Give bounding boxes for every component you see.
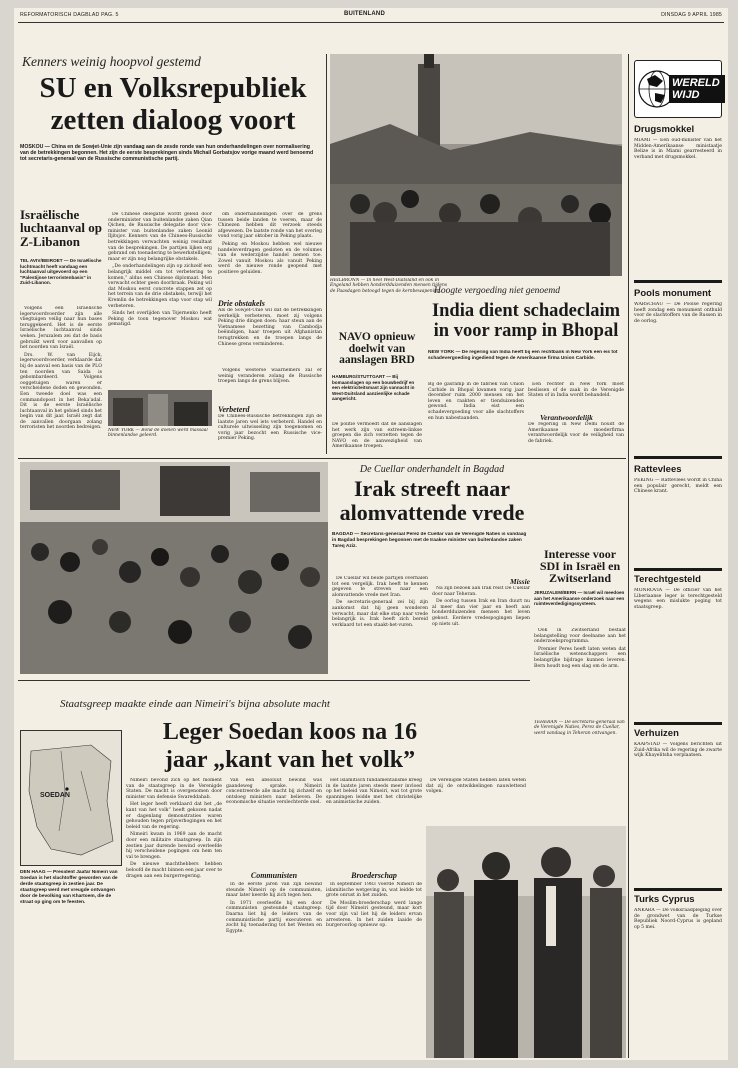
sidebar-divider bbox=[634, 722, 722, 725]
sidebar-item-body: MIAMI — Een oud-minister van het Midden-Amerikaanse ministaatje Belize is in Miami gearresteerd in verband met drugsmokkel. bbox=[634, 138, 722, 160]
sdi-photo-caption: TEHERAN — De secretaris-generaal van de Verenigde Naties, Perez de Cuellar, werd vandaag in Teheran ontvangen. bbox=[534, 720, 625, 736]
sidebar-item-body: MONROVIA — De officier van het Liberiaanse leger is terechtgesteld wegens een mislukte poging tot staatsgreep. bbox=[634, 588, 722, 610]
irak-lead: BAGDAD — Secretaris-generaal Perez de Cuellar van de Verenigde Naties is vandaag in Bagdad besprekingen begonnen met de Iraakse minister van buitenlandse zaken Tareq Aziz. bbox=[332, 532, 527, 549]
crowd-photo-icon bbox=[108, 390, 212, 426]
wereld-wijd-logo bbox=[634, 60, 722, 118]
sidebar-item-title: Verhuizen bbox=[634, 728, 679, 739]
sovjet-photo bbox=[108, 390, 212, 426]
sidebar-divider bbox=[634, 568, 722, 571]
sidebar-item-title: Turks Cyprus bbox=[634, 894, 695, 905]
map-label: SOEDAN bbox=[40, 792, 70, 799]
header-date: DINSDAG 9 APRIL 1985 bbox=[661, 12, 722, 18]
soedan-body3: In september 1983 voerde Nimeiri de islamitische wetgeving in, wat leidde tot grote onrust in het zuiden. bbox=[326, 882, 422, 899]
sovjet-kicker: Kenners weinig hoopvol gestemd bbox=[22, 54, 201, 69]
bhopal-headline-2: in voor ramp in Bhopal bbox=[433, 321, 619, 341]
soedan-body-col3: Het islamitisch fundamentalisme kreeg in de laatste jaren steeds meer invloed op het beleid van Nimeiri, wat tot grote spanningen leidde met het christelijke en animistische zuiden. bbox=[326, 778, 422, 806]
sovjet-lead: MOSKOU — China en de Sowjet-Unie zijn vandaag aan de zesde ronde van hun onderhandelingen over normalisering van de betrekkingen begonnen. Het zijn de eerste besprekingen sinds Michail Gorbatsjov vorige maand werd benoemd tot secretaris-generaal van de Russische communistische partij. bbox=[20, 144, 314, 163]
soedan-rule bbox=[18, 680, 530, 681]
sdi-headline: Interesse voor SDI in Israël en Zwitserland bbox=[539, 547, 621, 586]
sidebar-divider bbox=[634, 280, 722, 283]
soedan-lead: DEN HAAG — President Jaafar Nimeiri van Soedan is het slachtoffer geworden van de derde staatsgreep in zestien jaar. De staatsgreep werd met vreugde ontvangen door de bevolking van Khartoem, die de straat op ging om te feesten. bbox=[20, 870, 118, 905]
newspaper-page bbox=[14, 8, 728, 1060]
sovjet-sub1: Drie obstakels bbox=[218, 299, 265, 308]
sidebar-item-body: WARSCHAU — De Poolse regering heeft zondag een monument onthuld voor de slachtoffers van de Russen in de oorlog. bbox=[634, 302, 722, 324]
sovjet-body-col1: De Chinese delegatie wordt geleid door onderminister van buitenlandse zaken Qian Qichen, de Russische delegatie door vice-minister van buitenlandse zaken Leonid Iljitsjov. Kenners van de Chinees-Russische betrekkingen verwachten weinig resultaat van de besprekingen. De partijen lijken erg gebrand om toenadering te bewerkstelligen, maar er zijn nog belangrijke obstakels. „De onderhandelingen zijn op zichzelf een belangrijk middel om tot verbetering te komen,” aldus een Chinese diplomaat. Men verwacht echter geen doorbraak. Peking wil dat Moskou eerst concrete stappen zet op het terrein van de drie obstakels, terwijl het Kremlin de betrekkingen stap voor stap wil verbeteren. Sinds het overlijden van Tsjernenko heeft Peking de toon tegenover Moskou wat gematigd. bbox=[108, 212, 212, 328]
sidebar-item-body: KAAPSTAD — Volgens berichten uit Zuid-Afrika wil de regering de zwarte wijk Khayelitsha verplaatsen. bbox=[634, 742, 722, 759]
navo-body: De politie vermoedt dat de aanslagen het werk zijn van extreem-linkse groepen die zich verzetten tegen de NAVO en de aanwezigheid van Amerikaanse troepen. bbox=[332, 422, 422, 450]
crowd-photo bbox=[20, 462, 328, 674]
bhopal-kicker: Hoogte vergoeding niet genoemd bbox=[434, 286, 561, 296]
soedan-headline-2: jaar „kant van het volk” bbox=[164, 747, 416, 773]
sovjet-sub2: Verbeterd bbox=[218, 405, 250, 414]
middle-rule bbox=[18, 458, 626, 459]
sidebar-item-title: Terechtgesteld bbox=[634, 574, 701, 585]
bhopal-body-col1: Bij de gasramp in de fabriek van Union Carbide in Bhopal kwamen vorig jaar december ruim 2000 mensen om het leven en raakten er tienduizenden gewond. India eist een schadevergoeding voor alle slachtoffers en hun nabestaanden. bbox=[428, 382, 524, 421]
sovjet-body1: De Chinese delegatie wordt geleid door onderminister van buitenlandse zaken Qian Qichen, de Russische delegatie door vice-minister van buitenlandse zaken Leonid Iljitsjov. Kenners van de Chinees-Russische betrekkingen verwachten weinig resultaat van de besprekingen. De partijen lijken erg gebrand om toenadering te bewerkstelligen, maar er zijn nog belangrijke obstakels. bbox=[108, 212, 212, 262]
sovjet-body3: De Chinees-Russische betrekkingen zijn de laatste jaren wel iets verbeterd. Handel en culturele uitwisseling zijn toegenomen en vorig jaar bezocht een Russische vice-premier Peking. bbox=[218, 414, 322, 442]
sdi-lead: JERUZALEM/BERN — Israël wil meedoen aan het Amerikaanse onderzoek naar een ruimteverdedigingssysteem. bbox=[534, 590, 625, 606]
israel-lead: TEL AVIV/BEIROET — De Israëlische luchtmacht heeft vandaag een luchtaanval uitgevoerd op een "Palestijnse terroristenbasis" in Zuid-Libanon. bbox=[20, 258, 102, 286]
soedan-lead-text: DEN HAAG — President Jaafar Nimeiri van Soedan is het slachtoffer geworden van de derde staatsgreep in zestien jaar. bbox=[20, 870, 118, 887]
sidebar-item-title: Pools monument bbox=[634, 288, 712, 299]
soedan-sub1: Communisten bbox=[250, 871, 298, 880]
sdi-body-text: Ook in Zwitserland bestaat belangstelling voor deelname aan het onderzoeksprogramma. bbox=[534, 628, 626, 645]
logo-text: WERELD WIJD bbox=[669, 75, 725, 103]
irak-kicker: De Cuellar onderhandelt in Bagdad bbox=[359, 464, 505, 475]
soedan-headline-1: Leger Soedan koos na 16 bbox=[162, 719, 418, 745]
bhopal-sub: Verantwoordelijk bbox=[540, 413, 593, 422]
crowd-photo-icon-large bbox=[20, 462, 328, 674]
sidebar-divider bbox=[634, 456, 722, 459]
deCuellar-photo bbox=[426, 826, 626, 1058]
column-rule bbox=[326, 54, 327, 454]
sovjet-headline-2: zetten dialoog voort bbox=[50, 104, 296, 136]
section-title: BUITENLAND bbox=[344, 11, 385, 17]
header-rule bbox=[18, 22, 724, 23]
header-left: REFORMATORISCH DAGBLAD PAG. 5 bbox=[20, 12, 119, 18]
irak-sub: Missie bbox=[509, 577, 530, 586]
soedan-body2: In de eerste jaren van zijn bewind steunde Nimeiri op de communisten, maar later keerde hij zich tegen hen. bbox=[226, 882, 322, 899]
irak-body-col1: De Cuellar wil beide partijen overhalen tot een vergelijk. Irak heeft te kennen gegeven te streven naar een alomvattende vrede met Iran. De secretaris-generaal zei bij zijn aankomst dat hij geen wonderen verwacht, maar dat elke stap naar vrede belangrijk is. Irak heeft zich bereid verklaard tot een staakt-het-vuren. bbox=[332, 576, 428, 628]
bhopal-body-col2: Een rechter in New York moet beslissen of de zaak in de Verenigde Staten of in India wordt behandeld. bbox=[528, 382, 624, 399]
israel-body: Volgens een Israëlische legerwoordvoerder zijn alle vliegtuigen veilig naar hun bases teruggekeerd. Het is de eerste Israëlische luchtaanval sinds weken. Jeruzalem zei dat de basis gebruikt werd voor aanvallen op het noorden van Israël. Drs. W. van Eijck, legerwoordvoerder, verklaarde dat bij de aanval een basis van de PLO ten noorden van Saida is gebombardeerd. Volgens ooggetuigen waren er verscheidene doden en gewonden. Een tweede doel was een commandopost in het Beka'adal. Dit is de eerste Israëlische luchtaanval in het gebied sinds het begin van dit jaar. Israël zegt dat de aanvallen doorgaan zolang terroristen het noorden bedreigen. bbox=[20, 306, 102, 431]
demonstration-photo-icon bbox=[330, 54, 622, 276]
sovjet-body-col2: om onderhandelingen over de grens tussen beide landen te voeren, maar de Chinezen hebben dit verzoek steeds afgewezen. De laatste ronde van het overleg vond vorig jaar oktober in Peking plaats. Peking en Moskou hebben wel nieuwe handelsverdragen gesloten en de volumes van de wederzijdse handel nemen toe. Zowel vanuit Moskou als vanuit Peking werd de nieuwe ronde geopend met positieve geluiden. bbox=[218, 212, 322, 275]
sidebar-rule bbox=[628, 54, 629, 1058]
irak-headline-1: Irak streeft naar bbox=[354, 476, 510, 501]
map-icon bbox=[21, 731, 121, 865]
bhopal-body2: De regering in New Delhi houdt de Amerikaanse moederfirma verantwoordelijk voor de veiligheid van de fabriek. bbox=[528, 422, 624, 444]
soedan-sub2: Broederschap bbox=[351, 871, 397, 880]
sovjet-headline-1: SU en Volksrepubliek bbox=[39, 72, 307, 104]
irak-body2: Na zijn bezoek aan Irak reist De Cuellar door naar Teheran. bbox=[432, 586, 530, 597]
sidebar-item-body: ANKARA — De volksraadpleging over de grondwet van de Turkse Republiek Noord-Cyprus is gepland op 5 mei. bbox=[634, 908, 722, 930]
soedan-body-col2b: In de eerste jaren van zijn bewind steunde Nimeiri op de communisten, maar later keerde hij zich tegen hen. In 1971 overleefde hij een door communisten gesteunde staatsgreep. Daarna liet hij de leiders van de communistische partij executeren en zocht hij toenadering tot het Westen en Egypte. bbox=[226, 882, 322, 934]
sovjet-body-extra: Volgens westerse waarnemers zal er weinig veranderen zolang de Russische troepen langs de grens blijven. bbox=[218, 368, 322, 385]
sidebar-divider bbox=[634, 888, 722, 891]
sdi-body: Ook in Zwitserland bestaat belangstelling voor deelname aan het onderzoeksprogramma. Premier Peres heeft laten weten dat Israëlische wetenschappers een belangrijke bijdrage kunnen leveren. Bern houdt nog een slag om de arm. bbox=[534, 628, 626, 669]
irak-body-col2: Na zijn bezoek aan Irak reist De Cuellar door naar Teheran. De oorlog tussen Irak en Iran duurt nu al meer dan vier jaar en heeft aan honderdduizenden mensen het leven gekost. Eerdere vredespogingen liepen op niets uit. bbox=[432, 586, 530, 627]
irak-headline-2: alomvattende vrede bbox=[339, 500, 525, 525]
navo-lead: HAMBURG/STUTTGART — Bij bomaanslagen op een bouwbedrijf en een elektriciteitsmast zijn vannacht in West-Duitsland aanzienlijke schade aangericht. bbox=[332, 374, 415, 401]
page-header bbox=[14, 8, 728, 22]
soedan-body1: Nimeiri bevond zich op het moment van de staatsgreep in de Verenigde Staten. De macht is overgenomen door minister van defensie Swareddahab. bbox=[126, 778, 222, 800]
heilbronn-photo bbox=[330, 54, 622, 276]
sidebar-item-title: Drugsmokkel bbox=[634, 124, 695, 135]
irak-body-text: De Cuellar wil beide partijen overhalen tot een vergelijk. Irak heeft te kennen gegeven te streven naar een alomvattende vrede met Iran. bbox=[332, 576, 428, 598]
soedan-body-col1: Nimeiri bevond zich op het moment van de staatsgreep in de Verenigde Staten. De macht is overgenomen door minister van defensie Swareddahab. Het leger heeft verklaard dat het „de kant van het volk” heeft gekozen nadat er dagenlang demonstraties waren gehouden tegen prijsverhogingen en het beleid van de regering. Nimeiri kwam in 1969 aan de macht door een militaire staatsgreep. In zijn zestien jaar durende bewind overleefde hij verscheidene pogingen om hem ten val te brengen. De nieuwe machthebbers hebben beloofd de macht binnen een jaar over te dragen aan een burgerregering. bbox=[126, 778, 222, 879]
sidebar-item-body: PEKING — Rattevlees wordt in China een populair gerecht, meldt een Chinese krant. bbox=[634, 478, 722, 495]
israel-headline: Israëlische luchtaanval op Z-Libanon bbox=[20, 207, 102, 249]
heilbronn-caption: HEILBRONN — In heel West-Duitsland en ook in Engeland hebben honderdduizenden mensen tijdens de Paasdagen betoogd tegen de kernbewapening. bbox=[330, 278, 448, 294]
soedan-body-col3b: In september 1983 voerde Nimeiri de islamitische wetgeving in, wat leidde tot grote onrust in het zuiden. De Moslim-broederschap werd lange tijd door Nimeiri gesteund, maar kort voor zijn val liet hij de leiders ervan arresteren. In het zuiden laaide de burgeroorlog opnieuw op. bbox=[326, 882, 422, 929]
bhopal-headline-1: India dient schadeclaim bbox=[431, 301, 621, 321]
sovjet-body2: Als de Sowjet-Unie wil dat de betrekkingen werkelijk verbeteren, moet zij volgens Peking drie dingen doen: haar steun aan de Vietnamese bezetting van Cambodja beëindigen, haar troepen uit Afghanistan terugtrekken en de troepen langs de Chinese grens verminderen. bbox=[218, 308, 322, 347]
sovjet-photo-caption: NEW YORK — Bond de doelen werd massaal binnenlandse geleerd. bbox=[108, 428, 208, 439]
officials-photo-icon bbox=[426, 826, 626, 1058]
bhopal-lead: NEW YORK — De regering van India heeft bij een rechtbank in New York een eis tot schadevergoeding ingediend tegen de Amerikaanse firma Union Carbide. bbox=[428, 350, 618, 361]
israel-body-text: Volgens een Israëlische legerwoordvoerder zijn alle vliegtuigen veilig naar hun bases teruggekeerd. Het is de eerste Israëlische luchtaanval sinds weken. Jeruzalem zei dat de basis gebruikt werd voor aanvallen op het noorden van Israël. bbox=[20, 306, 102, 351]
soedan-body-col2: Van een absoluut bewind was gaandeweg sprake. Nimeiri concentreerde alle macht bij zichzelf en ontsloeg ministers naar believen. De economische situatie verslechterde snel. bbox=[226, 778, 322, 806]
navo-headline: NAVO opnieuw doelwit van aanslagen BRD bbox=[338, 331, 416, 367]
sudan-map bbox=[20, 730, 122, 866]
soedan-body-col4: De Verenigde Staten hebben laten weten dat zij de ontwikkelingen nauwlettend volgen. bbox=[426, 778, 526, 795]
soedan-kicker: Staatsgreep maakte einde aan Nimeiri's bijna absolute macht bbox=[60, 698, 330, 710]
sidebar-item-title: Rattevlees bbox=[634, 464, 682, 475]
